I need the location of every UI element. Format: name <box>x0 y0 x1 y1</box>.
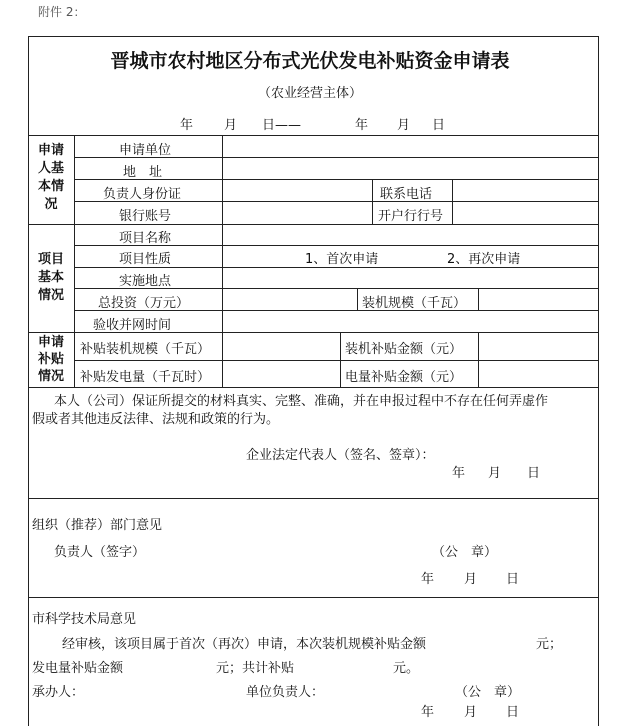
first-application-option[interactable]: 1、首次申请 <box>305 252 379 267</box>
phone-label: 联系电话 <box>380 187 433 202</box>
section-applicant-label: 申请 人基 本情 况 <box>37 143 64 212</box>
applicant-unit-label: 申请单位 <box>119 143 172 158</box>
address-label: 地 址 <box>123 165 163 180</box>
form-subtitle: （农业经营主体） <box>257 86 362 101</box>
bureau-seal-label: （公 章） <box>455 685 521 700</box>
declaration-text-2: 假或者其他违反法律、法规和政策的行为。 <box>32 412 280 427</box>
investment-label: 总投资（万元） <box>98 296 190 311</box>
bank-account-label: 银行账号 <box>119 209 172 224</box>
attachment-label: 附件 2： <box>38 5 86 19</box>
location-label: 实施地点 <box>119 274 172 289</box>
bank-name-label: 开户行行号 <box>378 209 444 224</box>
capacity-label: 装机规模（千瓦） <box>362 296 467 311</box>
declaration-text-1: 本人（公司）保证所提交的材料真实、完整、准确，并在申报过程中不存在任何弄虚作 <box>54 394 549 409</box>
org-person-label: 负责人（签字） <box>54 545 146 560</box>
bureau-opinion-title: 市科学技术局意见 <box>32 612 137 627</box>
handler-label: 承办人： <box>32 685 85 700</box>
legal-rep-signature-label: 企业法定代表人（签名、签章）： <box>246 448 435 463</box>
repeat-application-option[interactable]: 2、再次申请 <box>447 252 521 267</box>
section-subsidy-label: 申请 补贴 情况 <box>37 335 64 384</box>
org-opinion-title: 组织（推荐）部门意见 <box>32 518 163 533</box>
section-project-label: 项目 基本 情况 <box>37 252 64 303</box>
capacity-subsidy-amount-label: 装机补贴金额（元） <box>345 342 463 357</box>
acceptance-time-label: 验收并网时间 <box>93 318 172 333</box>
generation-subsidy-amount-label: 电量补贴金额（元） <box>345 370 463 385</box>
subsidy-generation-label: 补贴发电量（千瓦时） <box>80 370 211 385</box>
id-card-label: 负责人身份证 <box>103 187 182 202</box>
project-name-label: 项目名称 <box>119 231 172 246</box>
form-title: 晋城市农村地区分布式光伏发电补贴资金申请表 <box>110 50 510 72</box>
subsidy-capacity-label: 补贴装机规模（千瓦） <box>80 342 211 357</box>
project-nature-label: 项目性质 <box>119 252 172 267</box>
unit-head-label: 单位负责人： <box>246 685 325 700</box>
org-seal-label: （公 章） <box>432 545 498 560</box>
